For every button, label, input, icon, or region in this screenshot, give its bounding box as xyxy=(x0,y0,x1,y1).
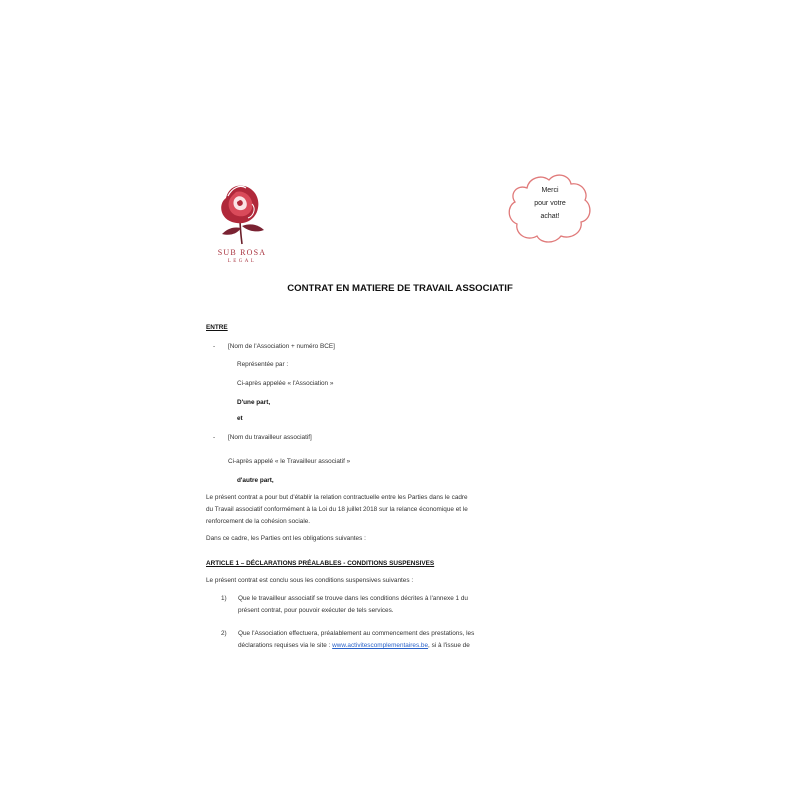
document-title: CONTRAT EN MATIERE DE TRAVAIL ASSOCIATIF xyxy=(287,283,513,294)
activites-complementaires-link[interactable]: www.activitescomplementaires.be xyxy=(332,642,429,649)
logo-subtitle: LEGAL xyxy=(227,259,257,264)
item2-line-1: Que l'Association effectuera, préalablement au commencement des prestations, les xyxy=(238,630,475,637)
party2-called: Ci-après appelé « le Travailleur associatif » xyxy=(228,458,351,465)
sticker-line-2: pour votre xyxy=(534,200,566,207)
party1-called: Ci-après appelée « l'Association » xyxy=(237,380,334,387)
sticker-line-1: Merci xyxy=(541,187,559,194)
article1-heading: ARTICLE 1 – DÉCLARATIONS PRÉALABLES - CONDITIONS SUSPENSIVES xyxy=(206,560,435,567)
item2-line-2 xyxy=(238,641,470,651)
party2-part: d'autre part, xyxy=(237,477,274,484)
item2-line-2-suffix: , si à l'issue de xyxy=(428,642,470,649)
item1-number: 1) xyxy=(221,595,227,602)
context-paragraph: Dans ce cadre, les Parties ont les obligations suivantes : xyxy=(206,535,366,542)
party2-name: [Nom du travailleur associatif] xyxy=(228,434,312,441)
item2-line-2-prefix: déclarations requises via le site : xyxy=(238,642,333,649)
party-connector: et xyxy=(237,415,243,422)
thank-you-sticker xyxy=(505,170,595,246)
entre-heading: ENTRE xyxy=(206,324,228,331)
party2-bullet: - xyxy=(213,434,216,441)
intro-line-3: renforcement de la cohésion sociale. xyxy=(206,518,311,525)
sticker-text xyxy=(505,184,595,223)
sticker-line-3: achat! xyxy=(540,213,560,220)
party1-bullet: - xyxy=(213,343,216,350)
article1-intro: Le présent contrat est conclu sous les conditions suspensives suivantes : xyxy=(206,577,414,584)
item1-line-2: présent contrat, pour pouvoir exécuter de tels services. xyxy=(238,607,394,614)
sub-rosa-logo xyxy=(210,176,274,268)
item1-line-1: Que le travailleur associatif se trouve dans les conditions décrites à l'annexe 1 du xyxy=(238,595,468,602)
logo-wordmark: SUB ROSA xyxy=(217,248,267,257)
rose-icon xyxy=(210,176,274,246)
item2-number: 2) xyxy=(221,630,227,637)
intro-line-1: Le présent contrat a pour but d'établir la relation contractuelle entre les Parties dans le cadre xyxy=(206,494,468,501)
party1-represented: Représentée par : xyxy=(237,361,289,368)
party1-name: [Nom de l'Association + numéro BCE] xyxy=(228,343,335,350)
intro-line-2: du Travail associatif conformément à la Loi du 18 juillet 2018 sur la relance économique et le xyxy=(206,506,468,513)
party1-part: D'une part, xyxy=(237,399,271,406)
